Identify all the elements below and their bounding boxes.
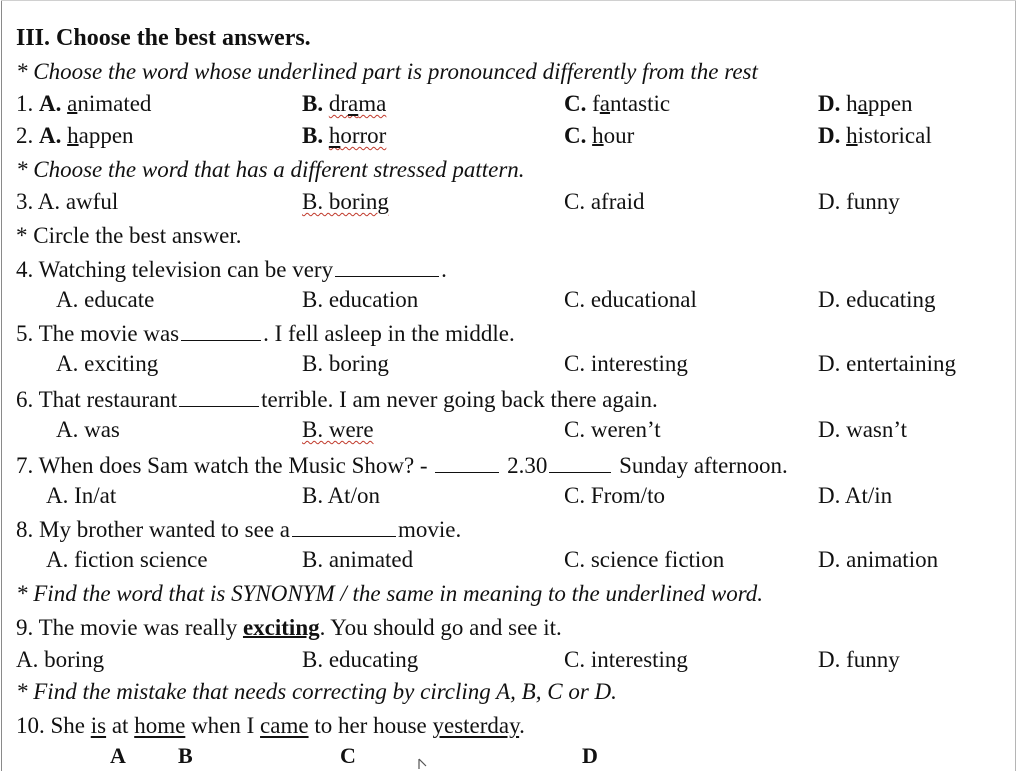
q1-c-underlined: a: [599, 91, 611, 116]
q2-a-letter: A.: [39, 123, 62, 148]
q2-d-post: istorical: [857, 123, 932, 148]
question-8-stem: [16, 512, 1004, 544]
question-4-options: [16, 284, 1004, 316]
q2-option-d[interactable]: [818, 120, 932, 152]
q10-text-3: when I: [191, 713, 255, 738]
q1-c-pre: f: [592, 91, 600, 116]
page-border-left: [1, 0, 2, 771]
q10-text-5: .: [519, 713, 525, 738]
q1-number: 1.: [16, 91, 34, 116]
q2-a-underlined: h: [67, 123, 79, 148]
q4-option-b[interactable]: B. education: [302, 287, 419, 312]
question-9-options: [16, 644, 1004, 676]
instruction-stress: * Choose the word that has a different stressed pattern.: [16, 157, 525, 182]
q9-stem-pre: 9. The movie was really: [16, 615, 238, 640]
q1-b-letter: B.: [302, 91, 324, 116]
q5-stem-post: . I fell asleep in the middle.: [263, 321, 515, 346]
question-8-options: [16, 544, 1004, 576]
q2-a-post: appen: [78, 123, 134, 148]
q3-option-a[interactable]: [16, 186, 118, 218]
q4-option-a[interactable]: A. educate: [56, 287, 155, 312]
q10-underlined-a[interactable]: is: [90, 713, 107, 738]
q5-blank[interactable]: [181, 316, 261, 341]
q1-c-letter: C.: [564, 91, 587, 116]
q2-option-b[interactable]: [302, 120, 386, 152]
q2-b-letter: B.: [302, 123, 324, 148]
q6-option-c[interactable]: C. weren’t: [564, 417, 661, 442]
q2-b-post: orror: [340, 123, 387, 148]
question-3: [16, 186, 1004, 218]
instruction-synonym: * Find the word that is SYNONYM / the same in meaning to the underlined word.: [16, 581, 764, 606]
q1-b-underlined: a: [348, 91, 359, 116]
q7-stem-mid: 2.30: [507, 453, 548, 478]
q10-mark-b[interactable]: B: [178, 743, 193, 768]
q6-option-b[interactable]: B. were: [302, 417, 374, 442]
q2-d-underlined: h: [846, 123, 858, 148]
instruction-pronunciation: * Choose the word whose underlined part is pronounced differently from the rest: [16, 59, 758, 84]
q3-a-text: A. awful: [37, 189, 119, 214]
q8-stem-pre: 8. My brother wanted to see a: [16, 517, 291, 542]
q4-stem-post: .: [441, 257, 447, 282]
question-5-stem: [16, 316, 1004, 348]
question-6-stem: [16, 382, 1004, 414]
q2-b-underlined: h: [328, 123, 341, 148]
q7-option-d[interactable]: D. At/in: [818, 483, 893, 508]
q3-option-d[interactable]: D. funny: [818, 189, 900, 214]
q9-option-d[interactable]: D. funny: [818, 647, 900, 672]
question-7-options: [16, 480, 1004, 512]
q2-option-c[interactable]: [564, 120, 634, 152]
q7-option-c[interactable]: C. From/to: [564, 483, 665, 508]
q8-blank[interactable]: [292, 512, 396, 537]
q3-option-b[interactable]: B. boring: [302, 189, 389, 214]
q2-option-a[interactable]: [16, 120, 134, 152]
q8-option-c[interactable]: C. science fiction: [564, 547, 725, 572]
q7-stem-pre: 7. When does Sam watch the Music Show? -: [16, 453, 428, 478]
q6-option-d[interactable]: D. wasn’t: [818, 417, 908, 442]
question-9-stem: [16, 612, 1004, 644]
q2-d-letter: D.: [818, 123, 841, 148]
q6-option-a[interactable]: A. was: [56, 417, 120, 442]
page-border-right: [1015, 0, 1016, 771]
q10-underlined-d[interactable]: yesterday: [432, 713, 520, 738]
q6-stem-pre: 6. That restaurant: [16, 387, 178, 412]
q10-underlined-b[interactable]: home: [134, 713, 186, 738]
q1-option-c[interactable]: [564, 88, 670, 120]
q1-a-post: nimated: [77, 91, 152, 116]
question-7-stem: [16, 448, 1004, 480]
q10-mark-a[interactable]: A: [110, 743, 126, 768]
section-title: III. Choose the best answers.: [16, 25, 311, 51]
q2-c-underlined: h: [592, 123, 604, 148]
q2-c-post: our: [603, 123, 635, 148]
q9-option-c[interactable]: C. interesting: [564, 647, 688, 672]
q7-blank-1[interactable]: [435, 448, 499, 473]
q8-option-b[interactable]: B. animated: [302, 547, 414, 572]
q7-option-b[interactable]: B. At/on: [302, 483, 380, 508]
q4-option-c[interactable]: C. educational: [564, 287, 697, 312]
question-6-options: [16, 414, 1004, 446]
q7-option-a[interactable]: A. In/at: [46, 483, 117, 508]
q5-option-b[interactable]: B. boring: [302, 351, 389, 376]
q1-c-post: ntastic: [610, 91, 671, 116]
q10-text-1: 10. She: [16, 713, 85, 738]
cursor-icon: [418, 758, 430, 770]
q3-option-c[interactable]: C. afraid: [564, 189, 645, 214]
q1-a-underlined: a: [67, 91, 78, 116]
q1-b-pre: dr: [328, 91, 349, 116]
question-2: [16, 120, 1004, 152]
q7-stem-post: Sunday afternoon.: [619, 453, 788, 478]
q3-number: 3.: [16, 189, 34, 214]
q9-option-b[interactable]: B. educating: [302, 647, 419, 672]
q8-option-a[interactable]: A. fiction science: [46, 547, 208, 572]
q4-stem-pre: 4. Watching television can be very: [16, 257, 334, 282]
q1-d-underlined: a: [857, 91, 868, 116]
q10-underlined-c[interactable]: came: [260, 713, 309, 738]
question-5-options: [16, 348, 1004, 380]
q10-text-4: to her house: [314, 713, 427, 738]
q1-d-post: ppen: [867, 91, 913, 116]
instruction-circle: * Circle the best answer.: [16, 223, 242, 248]
q10-mark-c[interactable]: C: [340, 743, 356, 768]
q1-option-b[interactable]: [302, 88, 386, 120]
q1-d-letter: D.: [818, 91, 841, 116]
q5-option-a[interactable]: A. exciting: [56, 351, 159, 376]
q5-option-c[interactable]: C. interesting: [564, 351, 688, 376]
question-4-stem: [16, 252, 1004, 284]
instruction-mistake: * Find the mistake that needs correcting by circling A, B, C or D.: [16, 679, 617, 704]
q4-blank[interactable]: [335, 252, 439, 277]
q2-number: 2.: [16, 123, 34, 148]
q7-blank-2[interactable]: [549, 448, 611, 473]
q1-a-letter: A.: [39, 91, 62, 116]
q9-underlined-word: exciting: [242, 615, 320, 640]
q5-option-d[interactable]: D. entertaining: [818, 351, 956, 376]
q10-text-2: at: [111, 713, 129, 738]
q1-option-d[interactable]: [818, 88, 913, 120]
q2-c-letter: C.: [564, 123, 587, 148]
q9-stem-post: . You should go and see it.: [319, 615, 562, 640]
q8-option-d[interactable]: D. animation: [818, 547, 939, 572]
question-1: [16, 88, 1004, 120]
q1-d-pre: h: [846, 91, 858, 116]
q4-option-d[interactable]: D. educating: [818, 287, 936, 312]
q10-mark-d[interactable]: D: [582, 743, 598, 768]
q6-blank[interactable]: [179, 382, 259, 407]
page-border-top: [1, 0, 1016, 1]
q1-b-post: ma: [358, 91, 387, 116]
question-10-stem: [16, 710, 1004, 742]
q6-stem-post: terrible. I am never going back there again.: [261, 387, 658, 412]
q1-option-a[interactable]: [16, 88, 151, 120]
q9-option-a[interactable]: A. boring: [16, 647, 105, 672]
q8-stem-post: movie.: [398, 517, 462, 542]
q5-stem-pre: 5. The movie was: [16, 321, 180, 346]
